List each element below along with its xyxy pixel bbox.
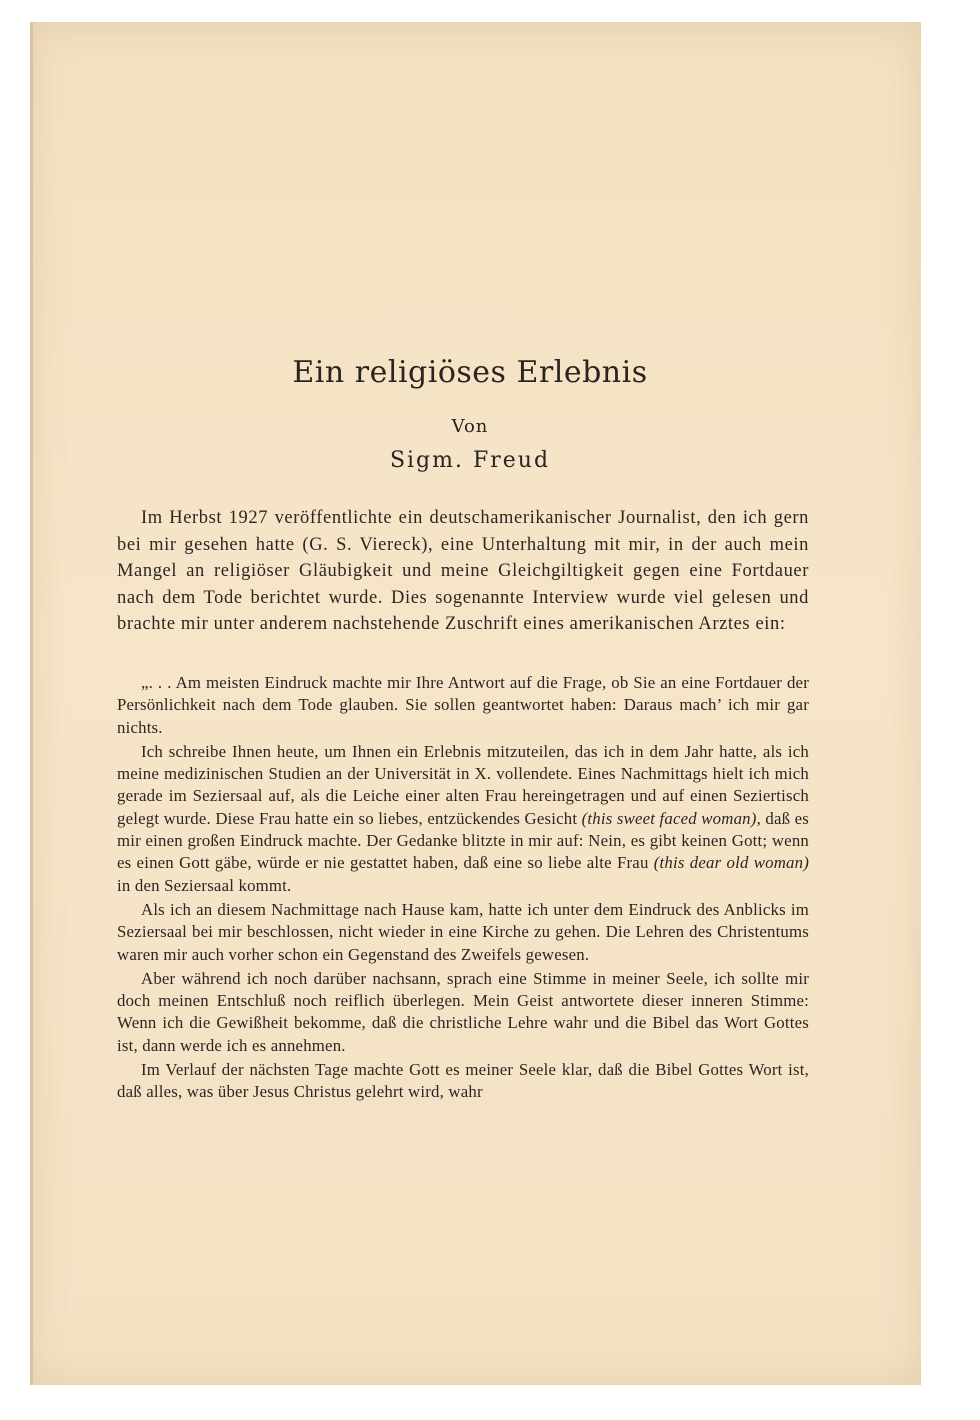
english-quote: (this sweet faced woman) — [581, 808, 757, 828]
author-name: Sigm. Freud — [389, 448, 551, 473]
english-quote: (this dear old woman) — [653, 853, 809, 873]
letter-paragraph-4: Aber während ich noch darüber nachsann, sprach eine Stimme in meiner Seele, ich sollte mir doch meinen Entschluß noch reiflich überlegen. Mein Geist antwortete dieser inneren Stimme: Wenn ich die Gewißheit bekomme, daß die christliche Lehre wahr und die Bibel das Wort Gottes ist, dann werde ich es annehmen. — [117, 968, 809, 1055]
letter-quote — [117, 672, 809, 1106]
intro-paragraph: Im Herbst 1927 veröffentlichte ein deutschamerikanischer Journalist, den ich gern bei mir gesehen hatte (G. S. Viereck), eine Unterhaltung mit mir, in der auch mein Mangel an religiöser Gläubigkeit und meine Gleichgiltigkeit gegen eine Fortdauer nach dem Tode berichtet wurde. Dies sogenannte Interview wurde viel gelesen und brachte mir unter anderem nachstehende Zuschrift eines amerikanischen Arztes ein: — [117, 508, 809, 634]
letter-paragraph-5: Im Verlauf der nächsten Tage machte Gott es meiner Seele klar, daß die Bibel Gottes Wort ist, daß alles, was über Jesus Christus gelehrt wird, wahr — [117, 1060, 809, 1102]
letter-text: , daß es mir einen großen Eindruck machte. Der Gedanke blitzte in mir auf: Nein, es gibt keinen Gott; wenn es einen Gott gäbe, würde er nie gestattet haben, daß eine so liebe alte Frau — [117, 808, 809, 873]
letter-paragraph-2 — [117, 741, 809, 897]
letter-text: Ich schreibe Ihnen heute, um Ihnen ein Erlebnis mitzuteilen, das ich in dem Jahr hatte, als ich meine medizinischen Studien an der Universität in X. vollendete. Eines Nachmittags hielt ich mich gerade im Seziersaal auf, als die Leiche einer alten Frau hereingetragen und auf einen Seziertisch gelegt wurde. Diese Frau hatte ein so liebes, entzückendes Gesicht — [117, 741, 809, 828]
letter-paragraph-1: „. . . Am meisten Eindruck machte mir Ihre Antwort auf die Frage, ob Sie an eine Fortdauer der Persönlichkeit nach dem Tode glauben. Sie sollen geantwortet haben: Daraus mach’ ich mir gar nichts. — [117, 673, 809, 737]
letter-text: in den Seziersaal kommt. — [117, 875, 292, 895]
article-title: Ein religiöses Erlebnis — [292, 355, 648, 390]
letter-paragraph-3: Als ich an diesem Nachmittage nach Hause kam, hatte ich unter dem Eindruck des Anblicks im Seziersaal bei mir beschlossen, nicht wieder in eine Kirche zu gehen. Die Lehren des Christentums waren mir auch vorher schon ein Gegenstand des Zweifels gewesen. — [117, 899, 809, 964]
byline-prefix: Von — [451, 416, 489, 437]
